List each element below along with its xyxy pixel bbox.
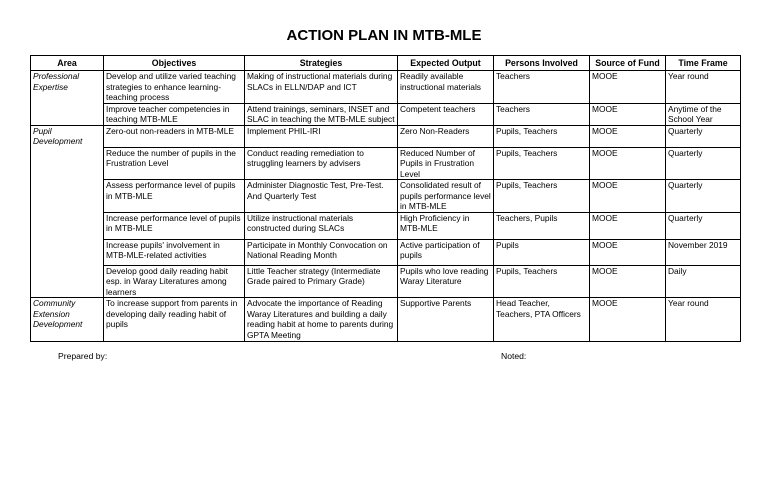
output-cell: Zero Non-Readers [398, 125, 494, 147]
time-cell: Year round [666, 298, 741, 342]
table-row [31, 147, 741, 180]
table-row [31, 239, 741, 265]
header-source-of-fund: Source of Fund [590, 56, 666, 71]
fund-cell: MOOE [590, 212, 666, 239]
strategy-cell: Little Teacher strategy (Intermediate Grade paired to Primary Grade) [245, 265, 398, 298]
objective-cell: Develop good daily reading habit esp. in Waray Literatures among learners [104, 265, 245, 298]
strategy-cell: Participate in Monthly Convocation on National Reading Month [245, 239, 398, 265]
objective-cell: Zero-out non-readers in MTB-MLE [104, 125, 245, 147]
strategy-cell: Advocate the importance of Reading Waray Literatures and building a daily reading habit at home to parents during GPTA Meeting [245, 298, 398, 342]
objective-cell: Improve teacher competencies in teaching MTB-MLE [104, 103, 245, 125]
output-cell: Pupils who love reading Waray Literature [398, 265, 494, 298]
header-objectives: Objectives [104, 56, 245, 71]
strategy-cell: Administer Diagnostic Test, Pre-Test. And Quarterly Test [245, 180, 398, 213]
objective-cell: Increase pupils' involvement in MTB-MLE-related activities [104, 239, 245, 265]
time-cell: Year round [666, 71, 741, 104]
time-cell: Quarterly [666, 212, 741, 239]
fund-cell: MOOE [590, 298, 666, 342]
output-cell: Readily available instructional materials [398, 71, 494, 104]
fund-cell: MOOE [590, 180, 666, 213]
objective-cell: Increase performance level of pupils in MTB-MLE [104, 212, 245, 239]
table-row [31, 180, 741, 213]
time-cell: Quarterly [666, 147, 741, 180]
objective-cell: Develop and utilize varied teaching strategies to enhance learning-teaching process [104, 71, 245, 104]
objective-cell: Reduce the number of pupils in the Frustration Level [104, 147, 245, 180]
time-cell: Daily [666, 265, 741, 298]
output-cell: Active participation of pupils [398, 239, 494, 265]
fund-cell: MOOE [590, 147, 666, 180]
header-area: Area [31, 56, 104, 71]
persons-cell: Pupils, Teachers [494, 147, 590, 180]
persons-cell: Teachers, Pupils [494, 212, 590, 239]
strategy-cell: Making of instructional materials during SLACs in ELLN/DAP and ICT [245, 71, 398, 104]
objective-cell: To increase support from parents in developing daily reading habit of pupils [104, 298, 245, 342]
area-cell: Pupil Development [31, 125, 104, 298]
persons-cell: Pupils [494, 239, 590, 265]
fund-cell: MOOE [590, 265, 666, 298]
objective-cell: Assess performance level of pupils in MTB-MLE [104, 180, 245, 213]
persons-cell: Teachers [494, 103, 590, 125]
persons-cell: Pupils, Teachers [494, 180, 590, 213]
fund-cell: MOOE [590, 239, 666, 265]
noted-label: Noted: [501, 351, 527, 361]
persons-cell: Head Teacher, Teachers, PTA Officers [494, 298, 590, 342]
time-cell: Quarterly [666, 125, 741, 147]
table-row [31, 125, 741, 147]
table-row [31, 298, 741, 342]
action-plan-table [30, 55, 741, 342]
table-row [31, 265, 741, 298]
fund-cell: MOOE [590, 71, 666, 104]
output-cell: Supportive Parents [398, 298, 494, 342]
persons-cell: Teachers [494, 71, 590, 104]
output-cell: High Proficiency in MTB-MLE [398, 212, 494, 239]
table-row [31, 212, 741, 239]
strategy-cell: Implement PHIL-IRI [245, 125, 398, 147]
strategy-cell: Utilize instructional materials constructed during SLACs [245, 212, 398, 239]
output-cell: Consolidated result of pupils performance level in MTB-MLE [398, 180, 494, 213]
prepared-by-label: Prepared by: [58, 351, 108, 361]
header-time-frame: Time Frame [666, 56, 741, 71]
output-cell: Competent teachers [398, 103, 494, 125]
header-expected-output: Expected Output [398, 56, 494, 71]
header-strategies: Strategies [245, 56, 398, 71]
area-cell: Professional Expertise [31, 71, 104, 126]
header-persons-involved: Persons Involved [494, 56, 590, 71]
time-cell: November 2019 [666, 239, 741, 265]
table-row [31, 103, 741, 125]
table-header-row [31, 56, 741, 71]
time-cell: Quarterly [666, 180, 741, 213]
fund-cell: MOOE [590, 103, 666, 125]
fund-cell: MOOE [590, 125, 666, 147]
strategy-cell: Attend trainings, seminars, INSET and SLAC in teaching the MTB-MLE subject [245, 103, 398, 125]
area-cell: Community Extension Development [31, 298, 104, 342]
page-title: ACTION PLAN IN MTB-MLE [286, 27, 482, 44]
table-row [31, 71, 741, 104]
persons-cell: Pupils, Teachers [494, 125, 590, 147]
strategy-cell: Conduct reading remediation to struggling learners by advisers [245, 147, 398, 180]
persons-cell: Pupils, Teachers [494, 265, 590, 298]
time-cell: Anytime of the School Year [666, 103, 741, 125]
output-cell: Reduced Number of Pupils in Frustration Level [398, 147, 494, 180]
